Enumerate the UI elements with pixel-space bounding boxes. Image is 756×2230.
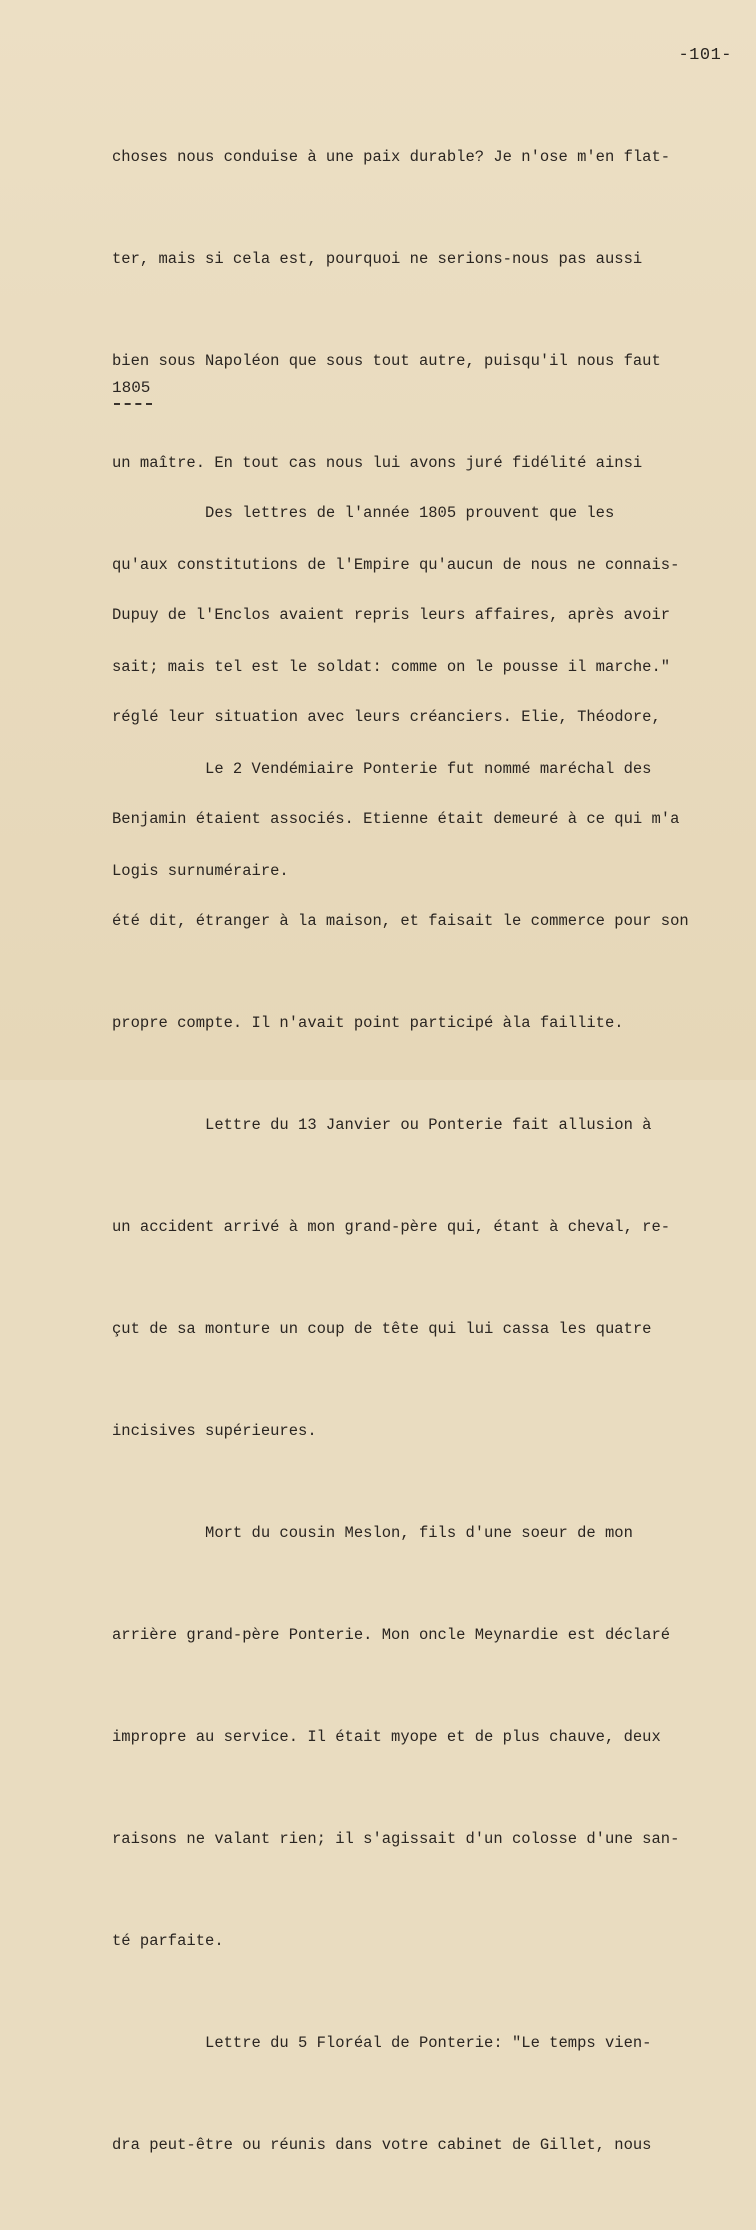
text-line: arrière grand-père Ponterie. Mon oncle Meynardie est déclaré [112,1626,671,1644]
text-line: été dit, étranger à la maison, et faisait le commerce pour son [112,912,689,930]
text-line: Des lettres de l'année 1805 prouvent que les [112,504,615,522]
section-year-heading: 1805 [112,379,151,397]
text-line: propre compte. Il n'avait point participé àla faillite. [112,1014,624,1032]
text-line: té parfaite. [112,1932,224,1950]
text-line: sait; mais tel est le soldat: comme on le pousse il marche." [112,658,671,676]
text-line: Benjamin étaient associés. Etienne était demeuré à ce qui m'a [112,810,680,828]
text-line: réglé leur situation avec leurs créanciers. Elie, Théodore, [112,708,661,726]
text-line: Logis surnuméraire. [112,862,289,880]
text-line: Lettre du 5 Floréal de Ponterie: "Le temps vien- [112,2034,652,2052]
text-line: choses nous conduise à une paix durable? Je n'ose m'en flat- [112,148,671,166]
page-number: -101- [678,46,732,65]
text-line: qu'aux constitutions de l'Empire qu'aucun de nous ne connais- [112,556,680,574]
section-body [112,428,732,2230]
text-line: raisons ne valant rien; il s'agissait d'un colosse d'une san- [112,1830,680,1848]
text-line: çut de sa monture un coup de tête qui lui cassa les quatre [112,1320,652,1338]
text-line: impropre au service. Il était myope et de plus chauve, deux [112,1728,661,1746]
text-line: dra peut-être ou réunis dans votre cabinet de Gillet, nous [112,2136,652,2154]
text-line: un maître. En tout cas nous lui avons juré fidélité ainsi [112,454,643,472]
text-line: un accident arrivé à mon grand-père qui, étant à cheval, re- [112,1218,671,1236]
year-underline [114,403,152,405]
text-line: Le 2 Vendémiaire Ponterie fut nommé maréchal des [112,760,652,778]
text-line: Mort du cousin Meslon, fils d'une soeur de mon [112,1524,633,1542]
text-line: bien sous Napoléon que sous tout autre, puisqu'il nous faut [112,352,661,370]
text-line: Lettre du 13 Janvier ou Ponterie fait allusion à [112,1116,652,1134]
text-line: Dupuy de l'Enclos avaient repris leurs affaires, après avoir [112,606,671,624]
text-line: incisives supérieures. [112,1422,317,1440]
text-line: ter, mais si cela est, pourquoi ne serions-nous pas aussi [112,250,643,268]
